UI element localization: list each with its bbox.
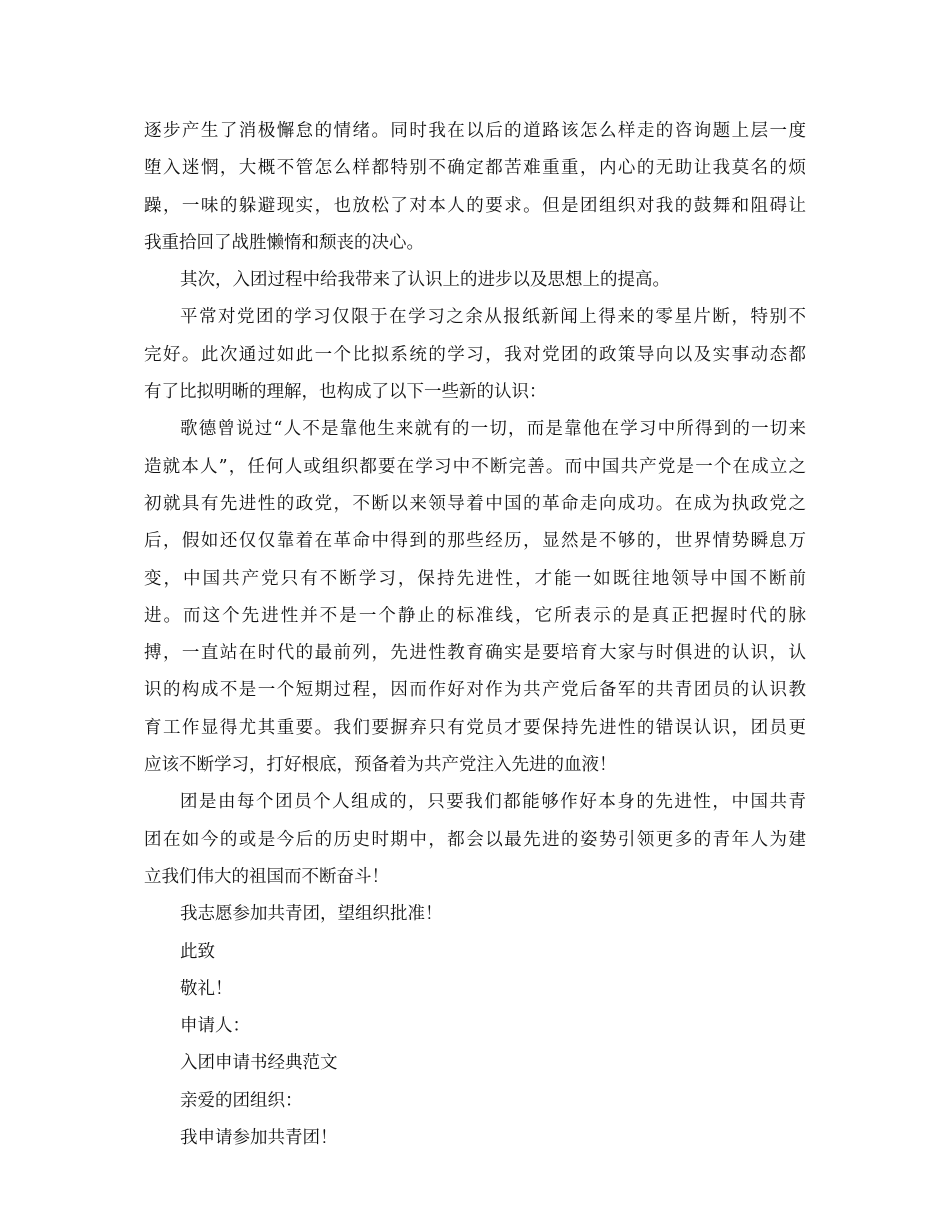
section-heading: 入团申请书经典范文 (180, 1053, 338, 1074)
text-line: 初就具有先进性的政党，不断以来领导着中国的革命走向成功。在成为执政党之 (144, 493, 806, 514)
text-line: 立我们伟大的祖国而不断奋斗！ (144, 866, 389, 887)
greeting: 亲爱的团组织： (180, 1090, 303, 1111)
text-line: 应该不断学习，打好根底，预备着为共产党注入先进的血液！ (144, 755, 617, 776)
text-line: 造就本人”，任何人或组织都要在学习中不断完善。而中国共产党是一个在成立之 (144, 456, 806, 477)
text-line: 变，中国共产党只有不断学习，保持先进性，才能一如既往地领导中国不断前 (144, 568, 806, 589)
text-line: 躁，一味的躲避现实，也放松了对本人的要求。但是团组织对我的鼓舞和阻碍让 (144, 195, 806, 216)
text-line: 完好。此次通过如此一个比拟系统的学习，我对党团的政策导向以及实事动态都 (144, 344, 806, 365)
text-line: 逐步产生了消极懈怠的情绪。同时我在以后的道路该怎么样走的咨询题上层一度 (144, 121, 806, 141)
text-line: 进。而这个先进性并不是一个静止的标准线，它所表示的是真正把握时代的脉 (144, 605, 806, 626)
text-line: 歌德曾说过“人不是靠他生来就有的一切，而是靠他在学习中所得到的一切来 (180, 419, 806, 440)
text-line: 平常对党团的学习仅限于在学习之余从报纸新闻上得来的零星片断，特别不 (180, 307, 806, 328)
text-line: 搏，一直站在时代的最前列，先进性教育确实是要培育大家与时俱进的认识，认 (144, 643, 806, 664)
text-line: 团是由每个团员个人组成的，只要我们都能够作好本身的先进性，中国共青 (180, 792, 806, 813)
document-body (144, 113, 806, 1157)
applicant-label: 申请人： (180, 1016, 250, 1037)
closing-salutation: 此致 (180, 941, 215, 962)
text-line: 有了比拟明晰的理解，也构成了以下一些新的认识： (144, 382, 547, 403)
text-line: 育工作显得尤其重要。我们要摒弃只有党员才要保持先进性的错误认识，团员更 (144, 717, 806, 738)
text-line: 后，假如还仅仅靠着在革命中得到的那些经历，显然是不够的，世界情势瞬息万 (144, 531, 806, 552)
text-line: 团在如今的或是今后的历史时期中，都会以最先进的姿势引领更多的青年人为建 (144, 829, 806, 850)
text-line: 我重拾回了战胜懒惰和颓丧的决心。 (144, 232, 424, 253)
text-line: 我申请参加共青团！ (180, 1128, 338, 1149)
closing-regards: 敬礼！ (180, 978, 233, 999)
text-line: 我志愿参加共青团，望组织批准！ (180, 904, 443, 925)
text-line: 堕入迷惘，大概不管怎么样都特别不确定都苦难重重，内心的无助让我莫名的烦 (144, 158, 806, 179)
text-line: 识的构成不是一个短期过程，因而作好对作为共产党后备军的共青团员的认识教 (144, 680, 806, 701)
text-line: 其次，入团过程中给我带来了认识上的进步以及思想上的提高。 (180, 270, 670, 291)
